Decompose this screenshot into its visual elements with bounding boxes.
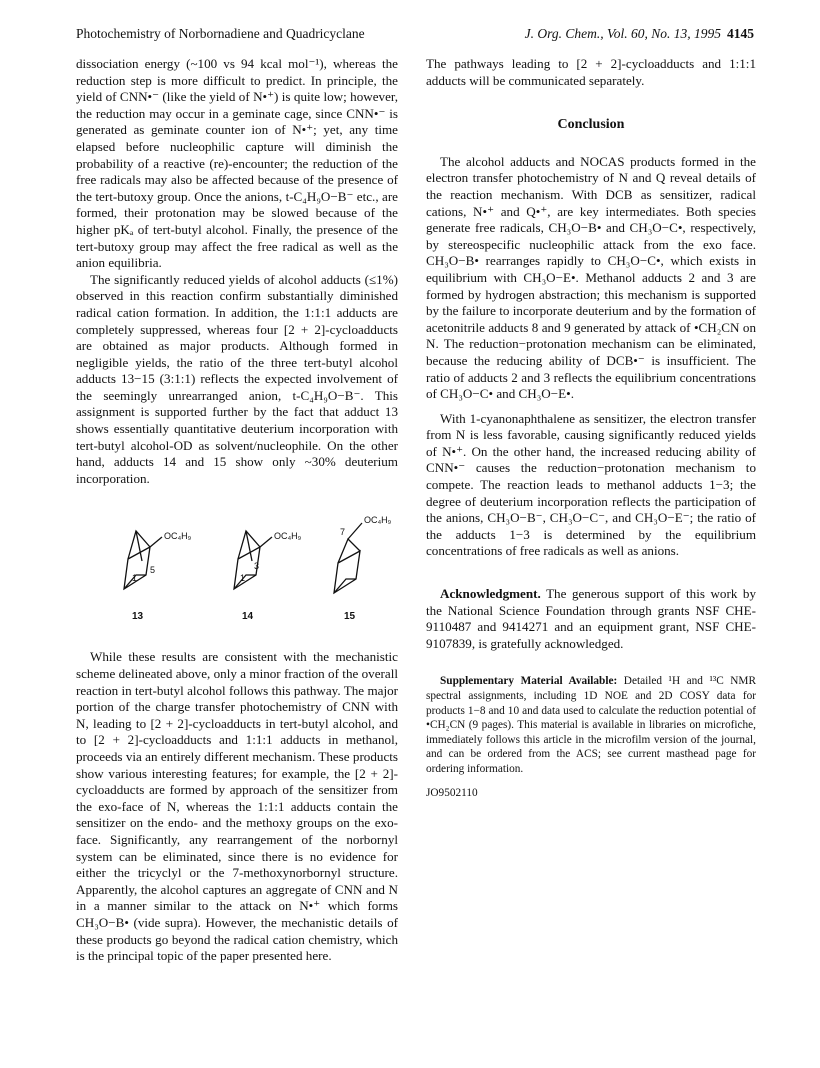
- norbornane-structures-figure: [76, 501, 398, 631]
- compound-label-15: 15: [344, 611, 356, 623]
- atom-number: 1: [240, 573, 246, 584]
- supplementary-text: Detailed ¹H and ¹³C NMR spectral assignments, including 1D NOE and 2D COSY data for products 1−8 and 10 and data used to calculate the reduction potential of •CH₂CN (9 pages). This material is available in libraries on microfiche, immediately follows this article in the microfilm version of the journal, and can be ordered from the ACS; see current masthead page for ordering information.: [426, 675, 757, 775]
- substituent-label-14: OC₄H₉: [274, 531, 302, 542]
- paragraph: The significantly reduced yields of alcohol adducts (≤1%) observed in this reaction confirm substantially diminished radical cation formation. In addition, the 1:1:1 adducts are completely suppressed, whereas four [2 + 2]-cycloadducts are obtained as major products. Although formed in negligible yields, the ratio of the three tert-butyl alcohol adducts 13−15 (3:1:1) reflects the expected involvement of the seemingly unrearranged anion, t-C₄H₉O−B⁻. This assignment is supported further by the fact that adduct 13 shows essentially quantitative deuterium incorporation with tert-butyl alcohol-OD as solvent/nucleophile. On the other hand, adducts 14 and 15 show only ~30% deuterium incorporation.: [76, 271, 398, 486]
- acknowledgment: [426, 586, 756, 652]
- paragraph: dissociation energy (~100 vs 94 kcal mol⁻¹), whereas the reduction step is more difficult to predict. In principle, the yield of CNN•⁻ (like the yield of N•⁺) is quite low; however, the reduction may occur in a geminate cage, since CNN•⁻ is generated as geminate counter ion of N•⁺; yet, any time elapsed before nucleophilic capture will diminish the probability of a reactive (re)-encounter; the reduction of the free radicals may also be affected because of the presence of the tert-butoxy group. Once the anions, t-C₄H₉O−B⁻ etc., are formed, their protonation may be slowed because of the higher pKₐ of tert-butyl alcohol. Finally, the presence of the tert-butoxy group may affect the free radical as well as the anion equilibria.: [76, 56, 398, 271]
- running-header: [76, 26, 754, 46]
- atom-number: 5: [150, 565, 156, 576]
- substituent-label-15: OC₄H₉: [364, 515, 392, 526]
- supplementary-title: Supplementary Material Available:: [440, 675, 618, 688]
- atom-number: 3: [254, 561, 260, 572]
- paragraph: While these results are consistent with the mechanistic scheme delineated above, only a minor fraction of the overall reaction in tert-butyl alcohol follows this pathway. The major portion of the charge transfer photochemistry of CNN with N, leading to [2 + 2]-cycloadducts in tert-butyl alcohol, and to [2 + 2]-cycloadducts and 1:1:1 adducts in methanol, proceeds via an entirely different mechanism. These products show various interesting features; for example, the [2 + 2]-cycloadducts are formed by approach of the sensitizer from the exo-face of N, whereas the 1:1:1 adducts contain the sensitizer on the endo- and the methoxy groups on the exo-face. Significantly, any rearrangement of the norbornyl system can be eliminated, since there is no evidence for either the tricyclyl or the 7-methoxynorbornyl structure. Apparently, the alcohol captures an aggregate of CNN and N in a manner similar to the attack on N•⁺ which forms CH₃O−B• (vide supra). However, the mechanistic details of these products go beyond the radical cation chemistry, which is the principal topic of the paper presented here.: [76, 649, 398, 964]
- compound-label-13: 13: [132, 611, 144, 623]
- atom-number: 1: [132, 573, 138, 584]
- acknowledgment-text: The generous support of this work by the National Science Foundation through grants NSF CHE-9110487 and 9414271 and an equipment grant, NSF CHE-9107839, is gratefully acknowledged.: [426, 586, 757, 651]
- page-number: 4145: [727, 26, 754, 41]
- section-heading-conclusion: Conclusion: [557, 117, 625, 133]
- paragraph: The alcohol adducts and NOCAS products formed in the electron transfer photochemistry of N and Q reveal details of the reaction mechanism. With DCB as sensitizer, radical cations, N•⁺ and Q•⁺, are key intermediates. Both species generate free radicals, CH₃O−B• and CH₃O−C•, respectively, by stereospecific nucleophilic attack from the exo face. CH₃O−B• rearranges rapidly to CH₃O−C•, which exists in equilibrium with CH₃O−E•. Methanol adducts 2 and 3 are formed by hydrogen abstraction; this mechanism is supported by the failure to incorporate deuterium and by the formation of acetonitrile adducts 8 and 9 generated by attack of •CH₂CN on N. The reduction−protonation mechanism can be eliminated, because the reducing ability of DCB•⁻ is insufficient. The ratio of adducts 2 and 3 reflects the equilibrium concentrations of CH₃O−C• and CH₃O−E•.: [426, 153, 756, 402]
- acknowledgment-title: Acknowledgment.: [440, 586, 541, 602]
- chemical-structures: [76, 501, 398, 631]
- supplementary-material: [426, 674, 756, 776]
- right-column: [426, 56, 756, 801]
- atom-number: 7: [340, 527, 346, 538]
- compound-label-14: 14: [242, 611, 254, 623]
- manuscript-code: JO9502110: [426, 786, 478, 799]
- left-column: [76, 56, 398, 965]
- journal-citation: [525, 26, 754, 42]
- paragraph: The pathways leading to [2 + 2]-cycloadducts and 1:1:1 adducts will be communicated separately.: [426, 56, 756, 88]
- substituent-label-13: OC₄H₉: [164, 531, 192, 542]
- journal-name: J. Org. Chem., Vol. 60, No. 13, 1995: [524, 26, 721, 41]
- running-title: Photochemistry of Norbornadiene and Quadricyclane: [76, 26, 365, 41]
- paragraph: With 1-cyanonaphthalene as sensitizer, the electron transfer from N is less favorable, causing significantly reduced yields of N•⁺. On the other hand, the increased reducing ability of CNN•⁻ causes the reduction−protonation mechanism to compete. The reaction leads to methanol adducts 1−3; the degree of deuterium incorporation reflects the participation of the anions, CH₃O−B⁻, CH₃O−C⁻, and CH₃O−E⁻; the ratio of the adducts 1−3 is determined by the equilibrium concentrations of free radicals as well as anions.: [426, 410, 756, 559]
